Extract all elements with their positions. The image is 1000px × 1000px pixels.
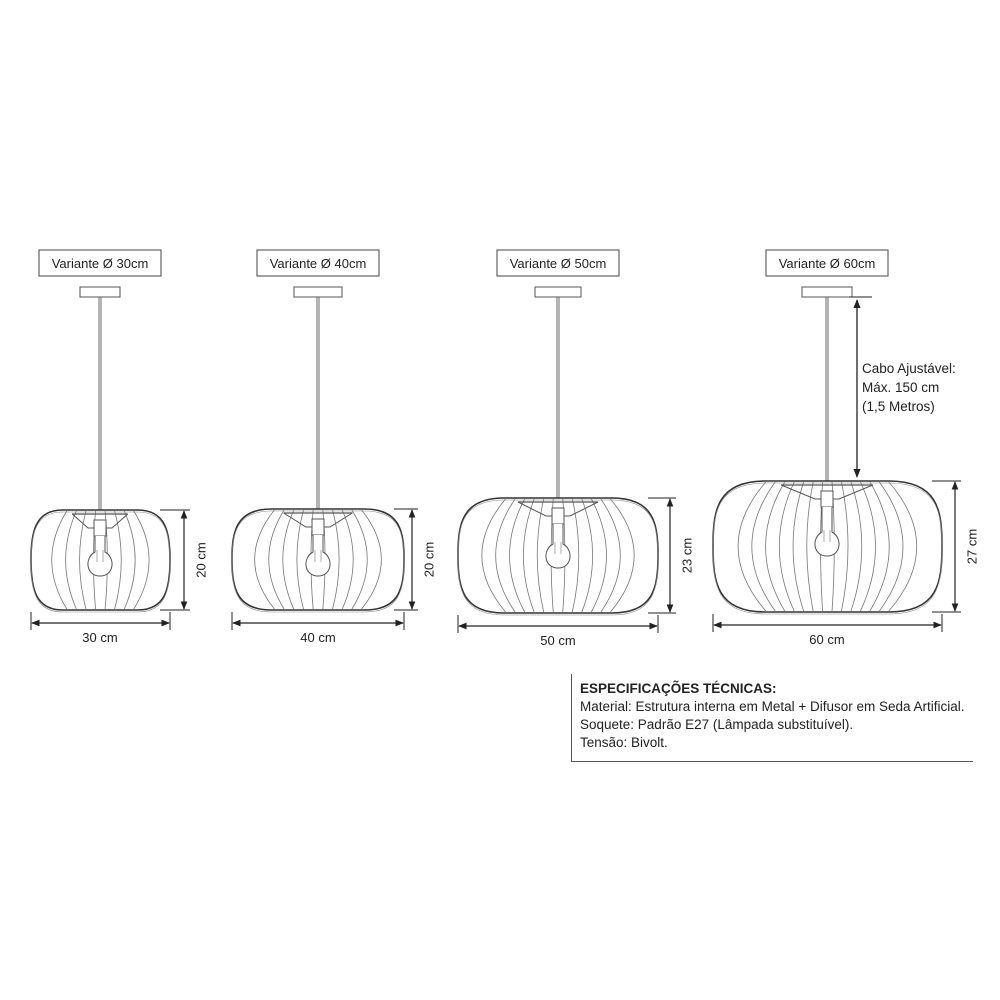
ceiling-canopy [535, 287, 581, 297]
variant-label [39, 250, 161, 276]
lamp-variant-2 [232, 250, 436, 645]
variant-label-text: Variante Ø 40cm [269, 256, 367, 271]
lamp-variant-1 [31, 250, 208, 645]
specs-voltage: Tensão: Bivolt. [580, 735, 668, 750]
e27-socket [312, 519, 324, 535]
width-dimension [31, 612, 170, 645]
ceiling-canopy [80, 287, 120, 297]
variant-label-text: Variante Ø 50cm [509, 256, 607, 271]
height-label: 27 cm [964, 528, 980, 565]
width-label: 60 cm [809, 632, 845, 647]
width-label: 30 cm [82, 630, 118, 645]
ceiling-canopy [802, 287, 852, 297]
e27-socket [821, 491, 833, 507]
cable-note-line-3: (1,5 Metros) [862, 399, 935, 414]
width-dimension [232, 612, 404, 645]
variant-label [257, 250, 379, 276]
cable-note-line-1: Cabo Ajustável: [862, 361, 956, 376]
width-dimension [458, 615, 658, 648]
specs-material: Material: Estrutura interna em Metal + Difusor em Seda Artificial. [580, 699, 965, 714]
variant-label-text: Variante Ø 30cm [51, 256, 149, 271]
e27-socket [94, 520, 106, 536]
specs-socket: Soquete: Padrão E27 (Lâmpada substituível). [580, 717, 854, 732]
variant-label [766, 250, 888, 276]
variant-label-text: Variante Ø 60cm [778, 256, 876, 271]
technical-specifications [571, 674, 973, 762]
lamp-variant-3 [458, 250, 694, 648]
width-label: 50 cm [540, 633, 576, 648]
specs-title: ESPECIFICAÇÕES TÉCNICAS: [580, 681, 777, 696]
ceiling-canopy [294, 287, 342, 297]
height-label: 20 cm [421, 541, 437, 578]
lamp-variant-4 [713, 250, 979, 647]
height-label: 20 cm [193, 542, 209, 578]
e27-socket [552, 508, 564, 524]
width-label: 40 cm [300, 630, 336, 645]
cable-length-annotation [849, 297, 956, 477]
cable-note-line-2: Máx. 150 cm [862, 380, 940, 395]
width-dimension [713, 614, 942, 647]
height-label: 23 cm [679, 537, 695, 574]
variant-label [497, 250, 619, 276]
